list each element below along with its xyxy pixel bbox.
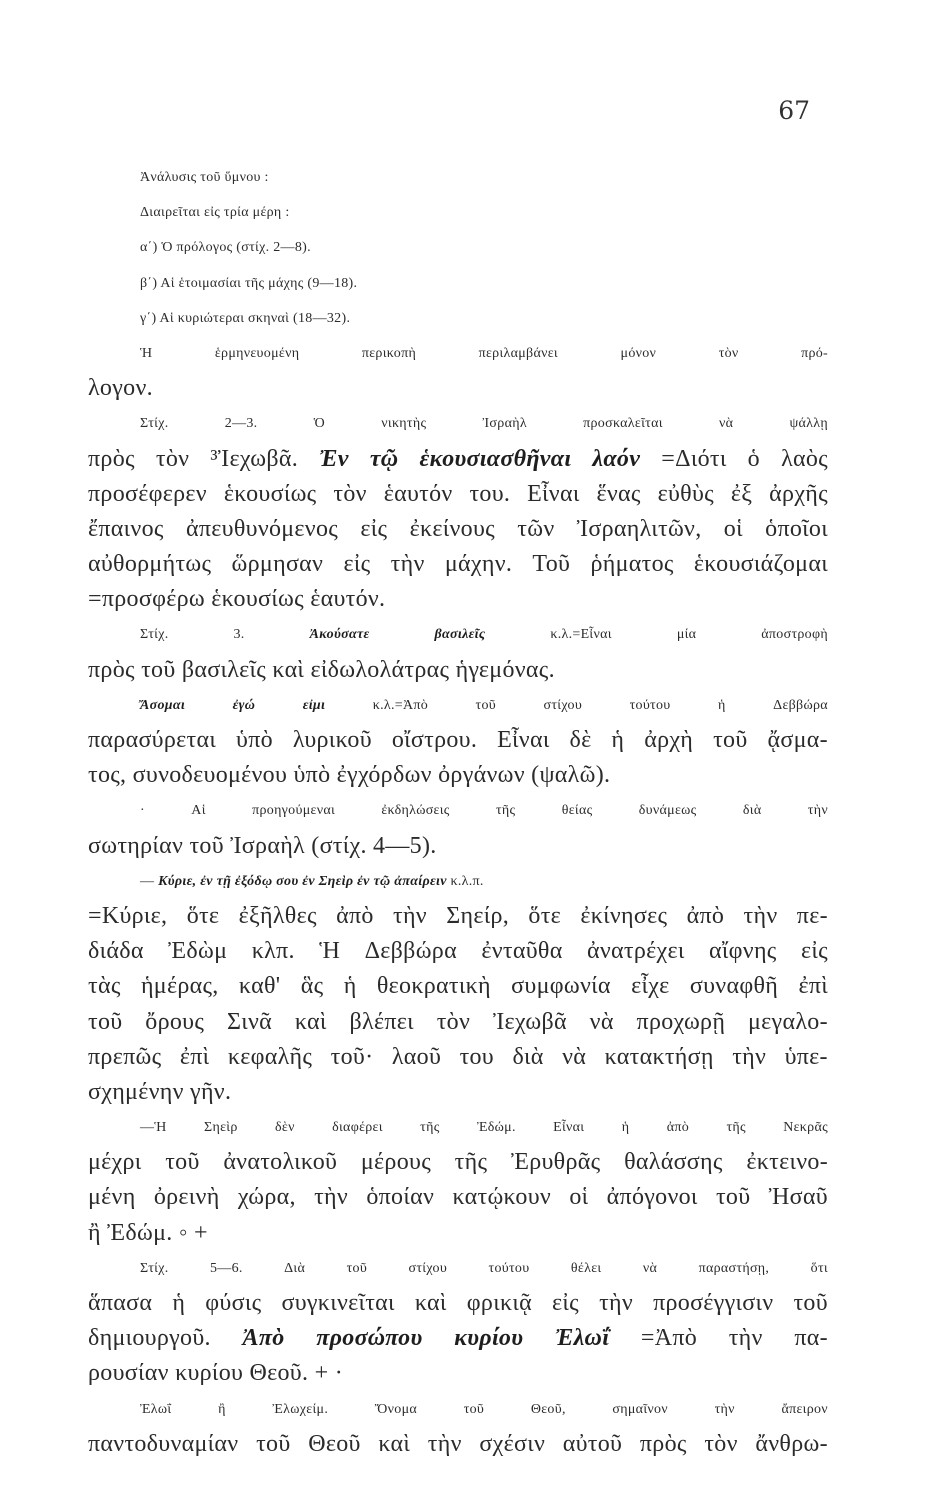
word: Ὄνομα [374,1401,418,1417]
text-line [88,653,828,688]
emphasized-word: ἐγώ [232,697,256,713]
text-line [88,1321,828,1356]
word: μία [676,627,697,643]
word: ὑπὸ [236,727,273,753]
emphasized-word: λαόν [592,445,641,472]
text-line [88,1145,828,1180]
text-segment: πρὸς τοῦ βασιλεῖς καὶ εἰδωλολάτρας ἡγεμόνας. [88,656,555,683]
text-segment: =προσφέρω ἑκουσίως ἑαυτόν. [88,586,386,613]
word: νὰ [719,416,734,432]
word: ἐξῆλθες [238,902,317,929]
word: ἀνατολικοῦ [223,1149,338,1176]
word: καὶ [378,1430,411,1457]
emphasized-word: ἑκουσιασθῆναι [419,445,572,472]
word: ἀρχὴ [644,727,694,753]
word: Στίχ. [140,416,169,432]
word: Τοῦ [532,551,571,578]
word: τούτου [629,697,671,713]
word: διὰ [512,1043,544,1070]
emphasized-word: Ἐλωΐ [554,1325,610,1352]
text-line [88,969,828,1004]
word: περιλαμβάνει [478,345,558,361]
text-segment: Ἀνάλυσις τοῦ ὕμνου : [140,170,269,185]
text-line [88,371,828,406]
word: θεοκρατικὴ [376,973,491,1000]
word: ἐξ [730,480,753,507]
text-line [88,934,828,969]
word: Ἡ [140,345,153,361]
word: κεφαλῆς [227,1043,313,1070]
word: τὴν [427,1430,462,1457]
word: μένη [88,1184,136,1211]
text-body [88,160,828,1462]
word: λαὸς [781,445,828,472]
word: τὸν [436,1008,471,1035]
word: Σινᾶ [226,1008,273,1035]
word: προσέγγισιν [653,1290,774,1316]
word: ἡ [718,697,726,713]
word: κ.λ.=Εἶναι [550,627,612,643]
word: Ἐδὼμ [168,938,228,965]
word: ὥρμησαν [231,551,324,578]
word: συναφθῆ [689,973,779,1000]
word: τὴν [390,551,425,578]
word: ὅτι [810,1260,828,1276]
word: αὐθορμήτως [88,551,212,578]
word: νὰ [642,1260,658,1276]
word: νὰ [589,1008,614,1035]
word: ἑαυτόν [383,480,453,507]
word: Εἶναι [497,727,550,753]
word: τὴν [393,902,427,929]
word: Ἰσραηλιτῶν, [576,515,702,542]
word: πρό- [801,345,828,361]
text-line [88,1005,828,1040]
word: Δεββώρα [773,697,828,713]
word: τῆς [454,1149,488,1176]
text-line [88,442,828,477]
word: τοῦ [713,727,748,753]
text-segment: ἢ Ἐδώμ. ◦ + [88,1219,208,1246]
word: ἡ [172,1290,186,1316]
word: οἱ [723,515,743,542]
word: τὸν [155,445,190,472]
word: 5—6. [209,1260,243,1276]
text-line [88,1040,828,1075]
word: παρασύρεται [88,727,217,753]
text-line [88,1075,828,1110]
word: ὀρεινὴ [153,1184,220,1211]
word: τὴν [732,1043,767,1070]
word: Σηείρ, [446,902,510,929]
word: ἐκδηλώσεις [381,803,450,819]
emphasized-word: Ἀκούσατε [309,627,370,643]
word: ἕνας [596,480,641,507]
word: μάχην. [444,551,513,578]
word: πρὸς [88,445,135,472]
word: Στίχ. [140,1260,169,1276]
word: τοῦ [256,1430,291,1457]
text-line [88,1286,828,1321]
text-line [88,688,828,723]
word: τῆς [420,1120,440,1136]
word: του [459,1043,494,1070]
word: 3. [233,627,245,643]
word: =Κύριε, [88,902,168,929]
word: οἱ [569,1184,589,1211]
word: στίχου [543,697,583,713]
text-line [88,1110,828,1145]
word: πρὸς [639,1430,687,1457]
text-line [88,1392,828,1427]
text-line [88,793,828,828]
word: τῶν [517,515,555,542]
text-segment: α΄) Ὁ πρόλογος (στίχ. 2—8). [140,240,311,256]
word: τὴν [714,1401,735,1417]
word: Ἐδώμ. [476,1120,516,1136]
word: θαλάσσης [624,1149,723,1176]
word: Θεοῦ [308,1430,361,1457]
word: τοῦ [463,1401,485,1417]
word: ὅτε [528,902,562,929]
text-line [88,1356,828,1391]
word: ἡμέρας, [140,973,219,1000]
emphasized-phrase: Κύριε, ἐν τῇ ἐξόδῳ σου ἐν Σηεὶρ ἐν τῷ ἀπαίρειν [158,873,451,889]
emphasized-word: Ἀπὸ [242,1325,285,1352]
word: φύσις [205,1290,262,1316]
word: καὶ [294,1008,327,1035]
word: Εἶναι [527,480,580,507]
word: σημαῖνον [612,1401,668,1417]
word: ὑπε- [784,1043,828,1070]
word: μέρους [360,1149,431,1176]
word: εἶχε [631,973,670,1000]
word: τοῦ [165,1149,200,1176]
text-line [88,1216,828,1251]
word: Διὰ [284,1260,306,1276]
text-line [88,160,828,195]
word: Ὁ [313,416,326,432]
text-line [88,1251,828,1286]
word: ὁποῖοι [765,515,828,542]
word: —Ἡ [140,1120,167,1136]
word: ἄπειρον [781,1401,828,1417]
word: Ἐλωχείμ. [272,1401,329,1417]
word: ἐκείνους [409,515,495,542]
text-line [88,336,828,371]
word: ἐκτεινο- [746,1149,828,1176]
word: προχωρῇ [636,1008,726,1035]
word: ἑκουσιάζομαι [693,551,828,578]
word: =Ἀπὸ [640,1325,698,1352]
word: ἀποστροφὴ [761,627,828,643]
word: ᾄσμα- [767,727,828,753]
word: Ἡ [319,938,341,965]
word: κατακτήσῃ [604,1043,714,1070]
word: ἐπὶ [179,1043,210,1070]
text-segment: λογον. [88,375,153,402]
word: τὴν [743,902,778,929]
word: συμφωνία [511,973,611,1000]
word: ἀπὸ [686,902,725,929]
word: πε- [796,902,828,929]
word: αἴφνης [709,938,777,965]
word: Εἶναι [553,1120,585,1136]
word: προσέφερεν [88,480,207,507]
word: εὐθὺς [657,480,714,507]
word: ψάλλῃ [789,416,828,432]
word: ³Ἰεχωβᾶ. [210,445,299,472]
word: πα- [794,1325,828,1352]
text-segment: σχημένην γῆν. [88,1078,232,1105]
word: τούτου [488,1260,530,1276]
word: καὶ [414,1290,447,1316]
word: Σηεὶρ [204,1120,238,1136]
word: κλπ. [251,938,295,965]
word: ἐνταῦθα [481,938,563,965]
word: θείας [561,803,593,819]
word: ἡ [621,1120,630,1136]
word: νὰ [562,1043,587,1070]
word: ἀπὸ [336,902,374,929]
emphasized-word: βασιλεῖς [434,627,486,643]
text-line [88,617,828,652]
word: ἐπὶ [798,973,828,1000]
text-segment: β΄) Αἱ ἑτοιμασίαι τῆς μάχης (9—18). [140,275,358,291]
text-segment: σωτηρίαν τοῦ Ἰσραὴλ (στίχ. 4—5). [88,832,437,859]
word: συγκινεῖται [281,1290,395,1316]
text-line [88,864,828,899]
word: ἅπασα [88,1290,153,1316]
word: προηγούμεναι [252,803,336,819]
word: διαφέρει [332,1120,383,1136]
word: τὸν [704,1430,738,1457]
word: αὐτοῦ [562,1430,623,1457]
word: τὴν [807,803,828,819]
word: μέχρι [88,1149,142,1176]
word: βλέπει [349,1008,414,1035]
word: Δεββώρα [364,938,457,965]
word: θέλει [570,1260,602,1276]
word: τῆς [495,803,516,819]
word: τοῦ [346,1260,368,1276]
word: λαοῦ [391,1043,442,1070]
word: ἀνατρέχει [587,938,685,965]
word: δὲ [569,727,592,753]
text-line [88,547,828,582]
word: τὸν [718,345,739,361]
word: Στίχ. [140,627,169,643]
text-line [88,477,828,512]
word: ὅτε [186,902,220,929]
emphasized-word: Ἄσομαι [140,697,186,713]
word: Ἠσαῦ [768,1184,828,1211]
word: τοῦ [793,1290,828,1316]
word: εἰς [343,551,371,578]
text-line [88,758,828,793]
word: ὁ [747,445,760,472]
text-line [88,1427,828,1462]
text-line [88,195,828,230]
word: Θεοῦ, [530,1401,566,1417]
word: του. [469,480,511,507]
text-segment: Διαιρεῖται εἰς τρία μέρη : [140,205,290,221]
emphasized-word: προσώπου [316,1325,423,1352]
emphasized-word: εἰμι [302,697,326,713]
text-segment: τος, συνοδευομένου ὑπὸ ἐγχόρδων ὀργάνων (ψαλῶ). [88,762,611,789]
word: εἰς [552,1290,579,1316]
word: κ.λ.=Ἀπὸ [372,697,429,713]
word: Νεκρᾶς [783,1120,828,1136]
emphasized-word: τῷ [369,445,399,472]
word: φρικιᾷ [466,1290,532,1316]
text-line [88,230,828,265]
word: διάδα [88,938,144,965]
word: παντοδυναμίαν [88,1430,239,1457]
text-segment: ρουσίαν κυρίου Θεοῦ. + · [88,1360,343,1387]
word: πρεπῶς [88,1043,162,1070]
word: ἐκίνησες [580,902,668,929]
text-line [88,899,828,934]
word: ὁποίαν [366,1184,435,1211]
word: ἡ [343,973,357,1000]
emphasized-word: Ἐν [319,445,349,472]
text-segment: γ΄) Αἱ κυριώτεραι σκηναὶ (18—32). [140,310,351,326]
text-line [88,266,828,301]
word: εἰς [360,515,388,542]
text-line [88,723,828,758]
word: Ἐλωΐ [140,1401,172,1417]
word: λυρικοῦ [292,727,372,753]
text-line [88,301,828,336]
word: οἴστρου. [391,727,478,753]
word: διὰ [742,803,762,819]
word: τὴν [599,1290,634,1316]
text-line [88,1180,828,1215]
word: χώρα, [237,1184,296,1211]
word: εἰς [801,938,828,965]
word: Ἰεχωβᾶ [492,1008,567,1035]
word: μόνον [620,345,657,361]
word: ἡ [611,727,625,753]
word: νικητὴς [381,416,427,432]
word: ἑκουσίως [223,480,317,507]
word: τοῦ [88,1008,123,1035]
word: στίχου [408,1260,448,1276]
word: 2—3. [224,416,258,432]
text-segment: — [140,873,159,889]
word: τοῦ· [330,1043,374,1070]
word: καθ' [238,973,281,1000]
word: περικοπὴ [361,345,417,361]
word: ὄρους [145,1008,205,1035]
word: ἔπαινος [88,515,164,542]
word: προσκαλεῖται [583,416,663,432]
word: Αἱ [191,803,206,819]
word: ἀπόγονοι [606,1184,698,1211]
word: τοῦ [715,1184,751,1211]
word: ἀπὸ [666,1120,690,1136]
word: ἄνθρω- [755,1430,828,1457]
word: ἢ [218,1401,226,1417]
emphasized-word: κυρίου [454,1325,524,1352]
word: ῥήματος [590,551,674,578]
word: δημιουργοῦ. [88,1325,211,1352]
word: κατῴκουν [452,1184,552,1211]
word: ἀρχῆς [769,480,828,507]
word: Ἰσραὴλ [482,416,527,432]
word: σχέσιν [479,1430,546,1457]
word: ἀπευθυνόμενος [185,515,339,542]
text-line [88,582,828,617]
text-line [88,829,828,864]
text-line [88,512,828,547]
word: =Διότι [661,445,727,472]
word: τοῦ [475,697,497,713]
text-segment: κ.λ.π. [450,873,484,889]
word: ἑρμηνευομένη [214,345,300,361]
word: δυνάμεως [638,803,697,819]
word: Ἐρυθρᾶς [510,1149,601,1176]
word: παραστήσῃ, [698,1260,770,1276]
word: δὲν [275,1120,295,1136]
word: τὰς [88,973,121,1000]
word: μεγαλο- [748,1008,828,1035]
page-number: 67 [778,96,810,125]
text-line [88,406,828,441]
word: ἃς [300,973,324,1000]
word: τῆς [726,1120,746,1136]
word: τὴν [728,1325,763,1352]
word: · [140,803,145,819]
word: τὴν [314,1184,349,1211]
word: τὸν [333,480,367,507]
